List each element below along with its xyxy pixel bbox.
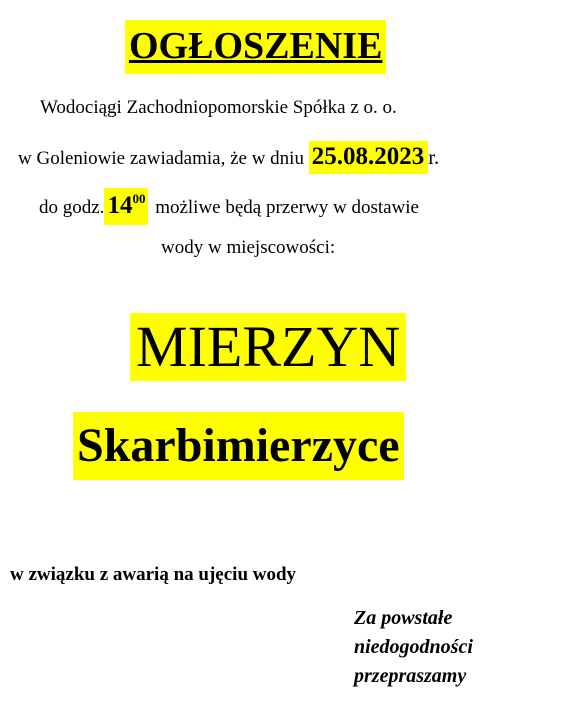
outage-date: 25.08.2023 <box>309 141 429 174</box>
apology-text <box>354 604 473 691</box>
time-line-prefix: do godz. <box>39 197 105 218</box>
company-name-line: Wodociągi Zachodniopomorskie Spółka z o. o. <box>40 97 397 118</box>
outage-reason: w związku z awarią na ujęciu wody <box>10 564 297 585</box>
notice-title: OGŁOSZENIE <box>125 20 386 74</box>
outage-time-line <box>39 186 419 228</box>
apology-line: niedogodności <box>354 636 473 658</box>
locations-intro-line: wody w miejscowości: <box>161 237 336 258</box>
minutes-value: 00 <box>132 191 146 206</box>
hour-value: 14 <box>107 192 133 219</box>
apology-line: przepraszamy <box>354 665 467 687</box>
date-line-prefix: w Goleniowie zawiadamia, że w dniu <box>18 148 309 169</box>
outage-hour <box>104 188 148 225</box>
location-skarbimierzyce: Skarbimierzyce <box>73 412 404 480</box>
apology-line: Za powstałe <box>354 607 453 629</box>
time-line-suffix: możliwe będą przerwy w dostawie <box>150 197 419 218</box>
date-suffix: r. <box>428 145 440 169</box>
location-mierzyn: MIERZYN <box>130 313 406 381</box>
announcement-date-line <box>18 139 439 177</box>
